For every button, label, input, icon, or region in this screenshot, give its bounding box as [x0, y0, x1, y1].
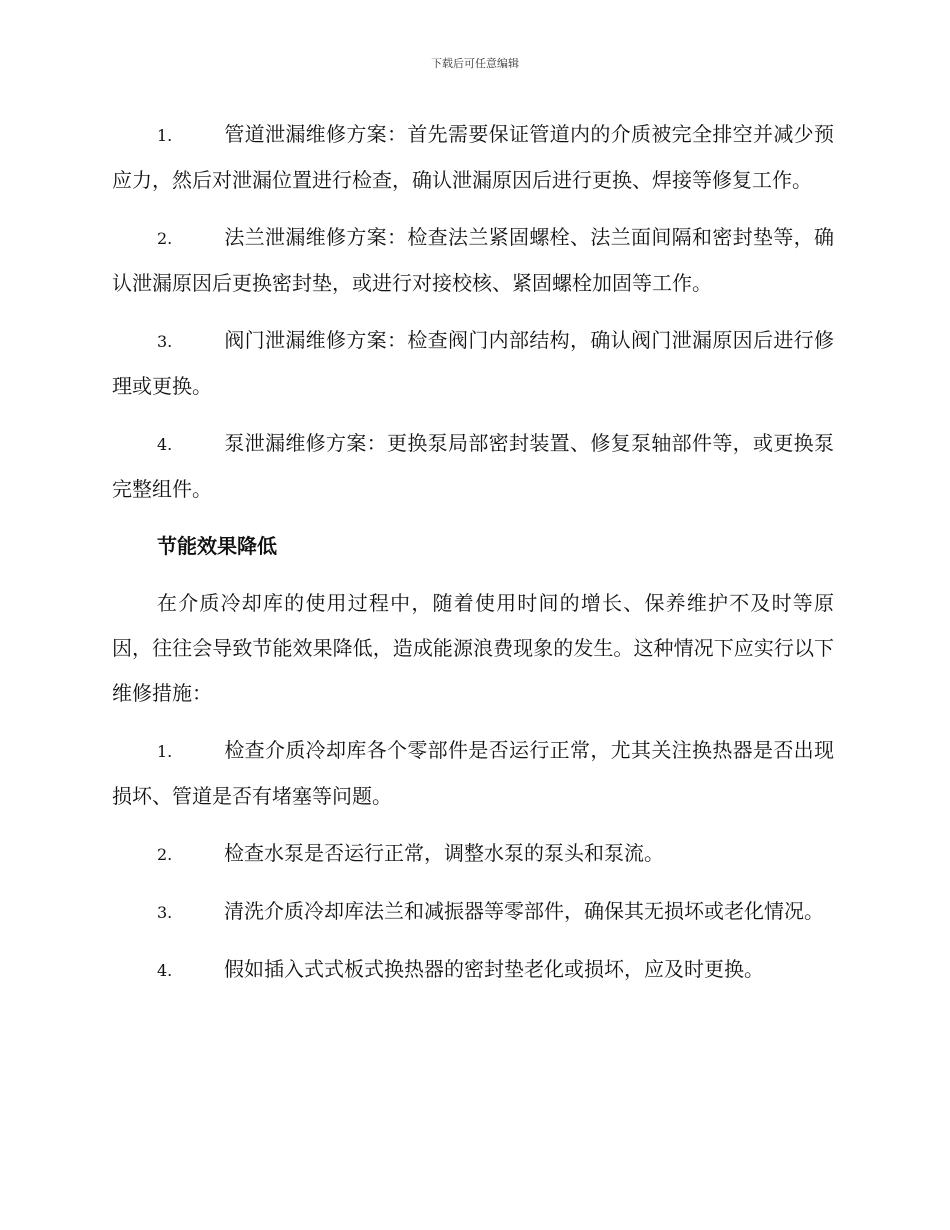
list-item	[112, 728, 834, 819]
list-number: 2.	[157, 845, 173, 864]
list-number: 3.	[157, 332, 173, 351]
list-number: 4.	[157, 961, 173, 980]
list-number: 2.	[157, 229, 173, 248]
document-body	[112, 112, 834, 1005]
list-text: 管道泄漏维修方案：首先需要保证管道内的介质被完全排空并减少预应力，然后对泄漏位置进行检查，确认泄漏原因后进行更换、焊接等修复工作。	[112, 122, 834, 192]
list-item	[112, 318, 834, 409]
page-header: 下载后可任意编辑	[431, 57, 519, 70]
list-text: 检查介质冷却库各个零部件是否运行正常，尤其关注换热器是否出现损坏、管道是否有堵塞等问题。	[112, 738, 834, 808]
list-item	[112, 112, 834, 203]
list-text: 清洗介质冷却库法兰和减振器等零部件，确保其无损坏或老化情况。	[224, 899, 824, 923]
list-item	[112, 947, 834, 993]
list-item	[112, 421, 834, 512]
list-text: 法兰泄漏维修方案：检查法兰紧固螺栓、法兰面间隔和密封垫等，确认泄漏原因后更换密封垫，或进行对接校核、紧固螺栓加固等工作。	[112, 225, 834, 295]
intro-paragraph: 在介质冷却库的使用过程中，随着使用时间的增长、保养维护不及时等原因，往往会导致节能效果降低，造成能源浪费现象的发生。这种情况下应实行以下维修措施：	[112, 591, 834, 705]
list-number: 4.	[157, 435, 173, 454]
list-text: 检查水泵是否运行正常，调整水泵的泵头和泵流。	[224, 841, 664, 865]
list-item	[112, 889, 834, 935]
list-number: 1.	[157, 742, 173, 761]
list-text: 假如插入式式板式换热器的密封垫老化或损坏，应及时更换。	[224, 957, 764, 981]
list-text: 泵泄漏维修方案：更换泵局部密封装置、修复泵轴部件等，或更换泵完整组件。	[112, 431, 834, 501]
section-heading: 节能效果降低	[157, 534, 277, 558]
list-number: 1.	[157, 126, 173, 145]
list-number: 3.	[157, 903, 173, 922]
list-item	[112, 831, 834, 877]
list-item	[112, 215, 834, 306]
list-text: 阀门泄漏维修方案：检查阀门内部结构，确认阀门泄漏原因后进行修理或更换。	[112, 328, 834, 398]
